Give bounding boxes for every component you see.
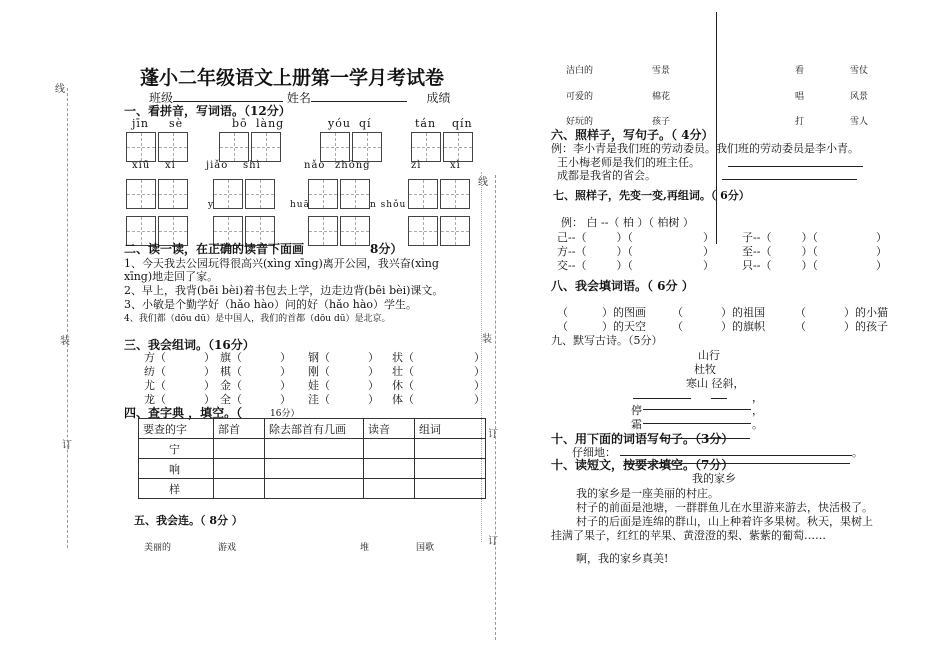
section-2-score: 8分） — [370, 242, 403, 256]
name-field[interactable] — [311, 101, 407, 102]
pinyin: làng — [256, 117, 285, 130]
answer-line[interactable] — [711, 398, 727, 399]
section-6-heading: 六、照样子，写句子。（ 4分） — [551, 128, 714, 142]
table-row: 宁 — [139, 439, 486, 459]
s7-item[interactable]: 己--（ ）（ ） — [557, 231, 714, 244]
writing-box[interactable] — [308, 216, 338, 246]
section-7-heading: 七、照样子，先变一变,再组词。（ 6分） — [553, 189, 750, 202]
margin-mark-ding-3: 订 — [488, 536, 498, 547]
s2-item: 3、小敏是个勤学好（hǎo hào）问的好（hǎo hào）学生。 — [124, 298, 418, 311]
match-word: 风景 — [850, 92, 869, 102]
s8-row: （ ）的天空 （ ）的旗帜 （ ）的孩子 — [557, 320, 888, 333]
s3-item[interactable]: 状（ ） — [392, 351, 485, 364]
match-word: 雪仗 — [850, 66, 869, 76]
section-4-score: 16分） — [270, 409, 300, 419]
writing-box[interactable] — [440, 179, 470, 209]
poem-line-2-end: ， — [752, 391, 763, 404]
table-row: 响 — [139, 459, 486, 479]
s10-end: 。 — [852, 446, 863, 459]
s6-example: 例：李小青是我们班的劳动委员。我们班的劳动委员是李小青。 — [551, 142, 859, 155]
s7-item[interactable]: 子--（ ）（ ） — [742, 231, 887, 244]
pinyin: y — [208, 200, 215, 210]
section-9-heading: 九、默写古诗。（5分） — [551, 334, 663, 347]
binding-line-middle — [495, 175, 496, 640]
pinyin: xi — [165, 160, 176, 171]
section-2-heading: 二、读一读，在正确的读音下面画 — [124, 242, 305, 256]
s3-item[interactable]: 尤（ ） — [144, 379, 215, 392]
writing-box[interactable] — [352, 132, 382, 162]
pinyin: tán — [415, 117, 437, 130]
answer-line[interactable] — [643, 409, 751, 410]
answer-line[interactable] — [722, 179, 857, 180]
pinyin: jīn — [132, 117, 150, 130]
pinyin: nǎo — [304, 160, 326, 171]
section-1-heading: 一、看拼音，写词语。（12分） — [124, 104, 291, 118]
match-word: 唱 — [795, 92, 805, 102]
pinyin: huā — [290, 200, 310, 210]
score-label: 成绩 — [426, 91, 451, 105]
writing-box[interactable] — [213, 179, 243, 209]
match-word: 看 — [795, 66, 805, 76]
section-4-heading: 四、查字典 ，填空。（ — [124, 406, 243, 420]
margin-mark-zhuang: 装 — [482, 334, 492, 345]
section-10-heading: 十、用下面的词语写句子。（3分） — [551, 432, 734, 446]
writing-box[interactable] — [219, 132, 249, 162]
dictionary-table — [138, 418, 486, 499]
col-header: 读音 — [364, 419, 415, 439]
match-word: 雪景 — [652, 66, 671, 76]
class-label: 班级 — [149, 91, 174, 105]
match-word: 雪人 — [850, 117, 869, 127]
match-word: 打 — [795, 117, 805, 127]
s2-item: 1、今天我去公园玩得很高兴(xìng xīng)离开公园，我兴奋(xìng — [124, 257, 439, 270]
answer-line[interactable] — [728, 166, 863, 167]
s3-item[interactable]: 纺（ ） — [144, 365, 215, 378]
writing-box[interactable] — [408, 216, 438, 246]
s3-item[interactable]: 旗（ ） — [220, 351, 291, 364]
writing-box[interactable] — [158, 179, 188, 209]
passage-paragraph: 我的家乡是一座美丽的村庄。 — [576, 487, 719, 500]
col-header: 除去部首有几画 — [265, 419, 364, 439]
writing-box[interactable] — [411, 132, 441, 162]
s3-item[interactable]: 龙（ ） — [144, 393, 215, 406]
s3-item[interactable]: 娃（ ） — [308, 379, 379, 392]
writing-box[interactable] — [408, 179, 438, 209]
pinyin: bō — [232, 117, 248, 130]
match-word: 好玩的 — [566, 117, 594, 127]
answer-line[interactable] — [633, 398, 691, 399]
s2-item: xīng)地走回了家。 — [124, 270, 219, 283]
margin-mark-xian: 线 — [55, 84, 65, 95]
passage-paragraph: 村子的前面是池塘，一群群鱼儿在水里游来游去，快活极了。 — [576, 501, 873, 514]
pinyin: zhōng — [335, 160, 371, 171]
margin-mark-ding: 订 — [62, 440, 72, 451]
pinyin: xiū — [132, 160, 151, 171]
s3-item[interactable]: 方（ ） — [144, 351, 215, 364]
strike-line — [660, 438, 750, 439]
writing-box[interactable] — [251, 132, 281, 162]
passage-paragraph: 村子的后面是连绵的群山，山上种着许多果树。秋天，果树上 — [576, 515, 873, 528]
page-title: 蓬小二年级语文上册第一学月考试卷 — [140, 67, 445, 89]
col-header: 部首 — [214, 419, 265, 439]
name-label: 姓名 — [286, 91, 311, 105]
pinyin: qín — [452, 117, 473, 130]
margin-mark-xian-2: 线 — [478, 177, 488, 188]
writing-box[interactable] — [340, 179, 370, 209]
writing-box[interactable] — [158, 132, 188, 162]
writing-box[interactable] — [443, 132, 473, 162]
s7-item[interactable]: 至--（ ）（ ） — [742, 245, 887, 258]
match-word: 洁白的 — [566, 66, 594, 76]
pinyin: xì — [450, 160, 461, 171]
s7-item[interactable]: 交--（ ）（ ） — [557, 259, 714, 272]
pinyin: jiǎo — [206, 160, 229, 171]
pinyin: zì — [411, 160, 422, 171]
passage-paragraph: 挂满了果子，红红的苹果、黄澄澄的梨、紫紫的葡萄…… — [551, 529, 826, 542]
poem-line: 停 — [631, 404, 642, 417]
s2-item: 4、我们都（dōu dū）是中国人，我们的首都（dōu dū）是北京。 — [124, 314, 391, 324]
s3-item[interactable]: 钢（ ） — [308, 351, 379, 364]
margin-mark-zhuang-2: 装 — [60, 336, 70, 347]
poem-line: 寒山 径斜， — [686, 377, 745, 390]
answer-line[interactable] — [643, 423, 751, 424]
table-row: 样 — [139, 479, 486, 499]
s7-item[interactable]: 方--（ ）（ ） — [557, 245, 714, 258]
writing-box[interactable] — [126, 132, 156, 162]
s3-item[interactable]: 休（ ） — [392, 379, 485, 392]
writing-box[interactable] — [308, 179, 338, 209]
match-word: 国歌 — [416, 543, 435, 553]
s2-item: 2、早上，我背(bēi bèi)着书包去上学，边走边背(bēi bèi)课文。 — [124, 284, 444, 297]
pinyin: sè — [169, 117, 184, 130]
writing-box[interactable] — [440, 216, 470, 246]
pinyin: shì — [243, 160, 261, 171]
s6-item: 成都是我省的省会。 — [557, 169, 656, 182]
s3-item[interactable]: 体（ ） — [392, 393, 485, 406]
match-word: 堆 — [360, 543, 370, 553]
match-word: 可爱的 — [566, 92, 594, 102]
poem-author: 杜牧 — [694, 363, 716, 376]
section-11-heading: 十、读短文，按要求填空。（7分） — [551, 458, 734, 472]
poem-line-4-end: 。 — [752, 418, 763, 431]
match-word: 孩子 — [652, 117, 671, 127]
passage-title: 我的家乡 — [692, 472, 736, 485]
col-header: 组词 — [415, 419, 486, 439]
s7-example: 例： 白 --（ 柏 ）（ 柏树 ） — [561, 216, 694, 229]
col-header: 要查的字 — [139, 419, 214, 439]
pinyin: yóu — [328, 117, 351, 130]
pinyin: n shǒu — [370, 200, 407, 210]
strike-line — [624, 463, 850, 464]
writing-box[interactable] — [245, 179, 275, 209]
match-word: 棉花 — [652, 92, 671, 102]
writing-box[interactable] — [340, 216, 370, 246]
section-5-heading: 五、我会连。（ 8分 ） — [134, 514, 243, 527]
s3-item[interactable]: 刚（ ） — [308, 365, 379, 378]
s3-item[interactable]: 洼（ ） — [308, 393, 379, 406]
s3-item[interactable]: 全（ ） — [220, 393, 291, 406]
page-divider — [716, 12, 717, 244]
s3-item[interactable]: 棋（ ） — [220, 365, 291, 378]
section-8-heading: 八、我会填词语。（ 6分 ） — [551, 279, 694, 293]
match-word: 美丽的 — [144, 543, 172, 553]
binding-line-left — [67, 88, 68, 548]
s8-row: （ ）的图画 （ ）的祖国 （ ）的小猫 — [557, 306, 888, 319]
s10-word: 仔细地： — [572, 446, 616, 459]
section-3-heading: 三、我会组词。（16分） — [124, 338, 255, 352]
writing-box[interactable] — [320, 132, 350, 162]
s6-item: 王小梅老师是我们的班主任。 — [557, 156, 700, 169]
pinyin: qí — [359, 117, 372, 130]
poem-line-3-end: ， — [752, 404, 763, 417]
match-word: 游戏 — [218, 543, 237, 553]
s3-item[interactable]: 金（ ） — [220, 379, 291, 392]
passage-paragraph: 啊，我的家乡真美! — [576, 552, 669, 565]
s7-item[interactable]: 只--（ ）（ ） — [742, 259, 887, 272]
writing-box[interactable] — [126, 179, 156, 209]
margin-mark-ding-2: 订 — [488, 429, 498, 440]
poem-line: 霜 — [631, 418, 642, 431]
s3-item[interactable]: 壮（ ） — [392, 365, 485, 378]
poem-title: 山行 — [698, 349, 720, 362]
